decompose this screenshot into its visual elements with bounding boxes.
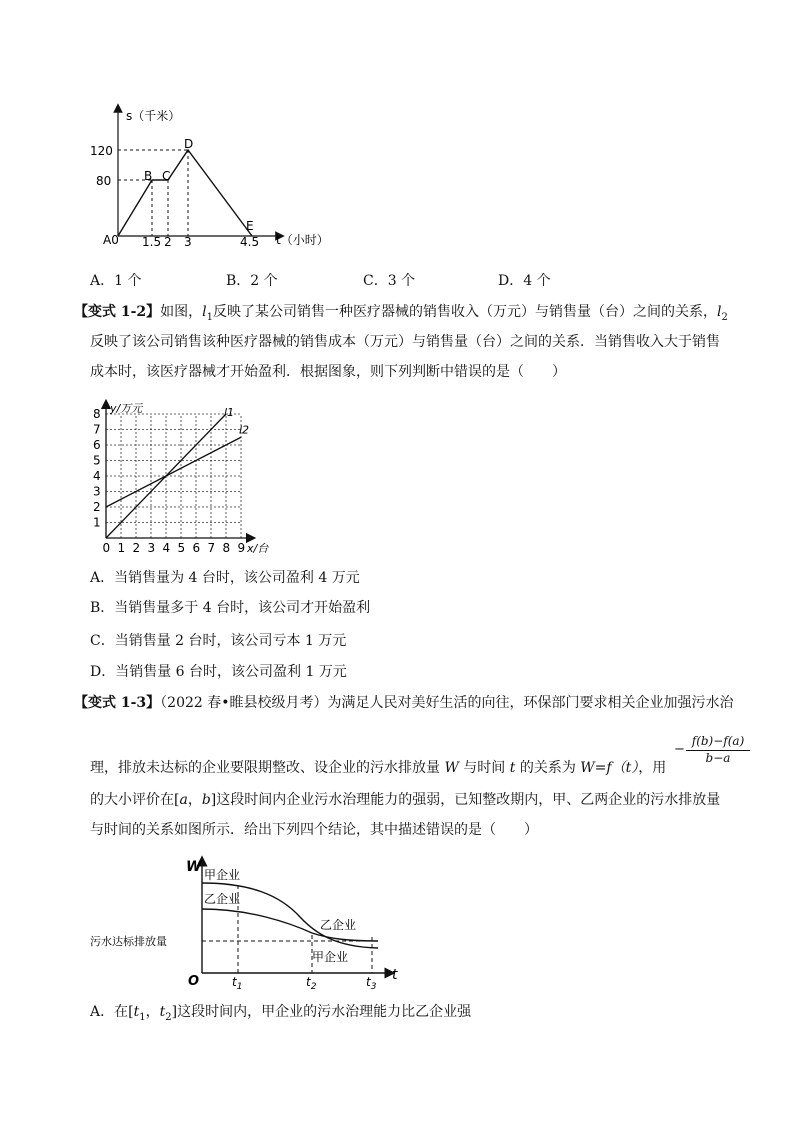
y-tick-80: 80 xyxy=(96,174,112,188)
q2-option-d[interactable]: D．当销售量 6 台时，该公司盈利 1 万元 xyxy=(90,664,347,680)
q3-line-4: 与时间的关系如图所示．给出下列四个结论，其中描述错误的是（ ） xyxy=(90,822,538,838)
q1-option-a[interactable]: A．1 个 xyxy=(90,273,142,289)
figure-wastewater xyxy=(90,855,410,990)
x-tick-2: 2 xyxy=(164,235,172,249)
q2-option-c[interactable]: C．当销售量 2 台时，该公司亏本 1 万元 xyxy=(90,633,347,649)
x-tick-label: 8 xyxy=(222,541,231,555)
series-line-l2 xyxy=(106,437,241,507)
y-tick-120: 120 xyxy=(90,144,113,158)
tick-t3: $t_3$ xyxy=(366,975,377,990)
x-tick-label: 4 xyxy=(162,541,171,555)
y-tick-label: 1 xyxy=(93,515,101,530)
q3-line-1: 【变式 1-3】（2022 春•睢县校级月考）为满足人民对美好生活的向往，环保部门要求相关企业加强污水治 xyxy=(74,695,734,711)
t-label: t xyxy=(392,967,398,983)
q2-option-a[interactable]: A．当销售量为 4 台时，该公司盈利 4 万元 xyxy=(90,570,360,586)
q1-option-b[interactable]: B．2 个 xyxy=(226,273,278,289)
revenue-cost-chart xyxy=(88,390,288,560)
x-tick-label: 1 xyxy=(117,541,126,555)
y-tick-label: 5 xyxy=(93,453,101,468)
q3-tag: 【变式 1-3】 xyxy=(74,695,161,711)
point-e: E xyxy=(246,219,254,233)
x-axis-label: t（小时） xyxy=(276,233,329,247)
origin-label: A0 xyxy=(103,233,119,247)
x-tick-label: 7 xyxy=(207,541,216,555)
label-yi-left: 乙企业 xyxy=(204,892,241,906)
y-tick-label: 7 xyxy=(93,422,101,437)
label-jia-left: 甲企业 xyxy=(204,868,241,882)
x-tick-label: 6 xyxy=(192,541,201,555)
y-tick-label: 8 xyxy=(93,407,101,421)
y-tick-label: 2 xyxy=(93,500,101,514)
q2-line-2: 反映了该公司销售该种医疗器械的销售成本（万元）与销售量（台）之间的关系．当销售收入大于销售 xyxy=(90,334,720,350)
q2-option-b[interactable]: B．当销售量多于 4 台时，该公司才开始盈利 xyxy=(90,600,371,616)
series-label-l2: l2 xyxy=(239,423,250,437)
y-tick-label: 3 xyxy=(93,484,101,499)
x-tick-label: 9 xyxy=(237,541,246,555)
x-tick-label: 3 xyxy=(147,541,156,555)
q3-line-2: 理，排放未达标的企业要限期整改、设企业的污水排放量 W 与时间 t 的关系为 W=f（t），用 xyxy=(90,760,667,776)
fraction-expression: − f(b)−f(a) b−a xyxy=(674,734,754,768)
point-c: C xyxy=(162,169,171,183)
label-standard: 污水达标排放量 xyxy=(90,935,167,948)
x-tick-3: 3 xyxy=(184,235,192,249)
origin-o: O xyxy=(188,974,200,989)
q2-line-1: 【变式 1-2】如图，$l_1$反映了某公司销售一种医疗器械的销售收入（万元）与销售量（台）之间的关系，$l_2$ xyxy=(74,304,728,323)
figure-distance-time xyxy=(90,100,350,260)
label-yi-right: 乙企业 xyxy=(320,918,357,932)
x-tick-label: 0 xyxy=(102,541,111,555)
q2-line-3: 成本时，该医疗器械才开始盈利．根据图象，则下列判断中错误的是（ ） xyxy=(90,364,566,380)
series-label-l1: l1 xyxy=(224,406,235,419)
q3-line-3: 的大小评价在[a，b]这段时间内企业污水治理能力的强弱，已知整改期内，甲、乙两企业的污水排放量 xyxy=(90,792,721,808)
tick-t2: $t_2$ xyxy=(306,975,317,990)
q1-option-c[interactable]: C．3 个 xyxy=(363,273,416,289)
x-tick-label: 2 xyxy=(132,541,141,555)
x-axis-label: x/台 xyxy=(247,542,269,555)
trip-path xyxy=(118,150,252,236)
point-b: B xyxy=(144,169,153,183)
x-tick-1.5: 1.5 xyxy=(142,235,162,249)
y-axis-label: s（千米） xyxy=(126,109,181,123)
y-tick-label: 4 xyxy=(93,469,101,483)
label-jia-right: 甲企业 xyxy=(312,950,349,964)
y-axis-label: y/万元 xyxy=(110,402,143,415)
x-tick-4.5: 4.5 xyxy=(240,235,260,249)
q1-options xyxy=(0,270,794,292)
point-d: D xyxy=(184,137,194,151)
y-tick-label: 6 xyxy=(93,438,101,452)
q3-option-a[interactable]: A．在[$t_1$，$t_2$]这段时间内，甲企业的污水治理能力比乙企业强 xyxy=(90,1004,472,1023)
tick-t1: $t_1$ xyxy=(232,975,243,990)
q2-tag: 【变式 1-2】 xyxy=(74,304,161,320)
x-tick-label: 5 xyxy=(177,541,186,555)
w-label: W xyxy=(186,859,202,875)
q1-option-d[interactable]: D．4 个 xyxy=(498,273,551,289)
